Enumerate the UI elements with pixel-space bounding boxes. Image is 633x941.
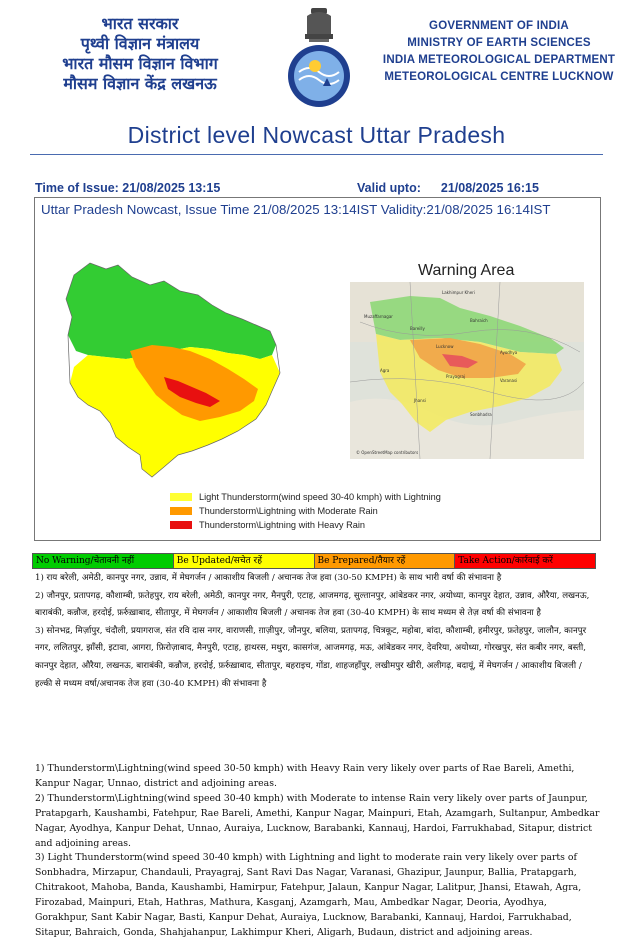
hindi-forecast-item: 1) राय बरेली, अमेठी, कानपुर नगर, उन्नाव, में मेघगर्जन / आकाशीय बिजली / अचानक तेज हवा (30-50 KMPH) के साथ भारी वर्षा की संभावना है: [35, 573, 502, 583]
svg-text:Muzaffarnagar: Muzaffarnagar: [364, 314, 393, 319]
page-title: District level Nowcast Uttar Pradesh: [127, 122, 506, 148]
legend-item: [170, 518, 441, 532]
hindi-forecast-item: 2) जौनपुर, प्रतापगढ़, कौशाम्बी, फ़तेहपुर, राय बरेली, अमेठी, कानपुर नगर, मैनपुरी, एटाह, आजमगढ़, सुल्तानपुर, आंबेडकर नगर, अयोध्या, कानपुर देहात, उन्नाव, औरैया, लखनऊ, बाराबंकी, कन्नौज, हरदोई, फ़र्रुख़ाबाद, सीतापुर, में मेघगर्जन / आकाशीय बिजली / अचानक तेज हवा (30-40 KMPH) के साथ मध्यम से तेज़ वर्षा की संभावना है: [35, 590, 590, 619]
hindi-forecast-item: 3) सोनभद्र, मिर्ज़ापुर, चंदौली, प्रयागराज, संत रवि दास नगर, वाराणसी, ग़ाज़ीपुर, जौनपुर, बलिया, प्रतापगढ़, चित्रकूट, महोबा, बांदा, कौशाम्बी, हमीरपुर, फ़तेहपुर, जालौन, कानपुर नगर, ललितपुर, झाँसी, इटावा, आगरा, फ़िरोज़ाबाद, मैनपुरी, एटाह, हाथरस, मथुरा, कासगंज, आजमगढ़, मऊ, आंबेडकर नगर, देवरिया, अयोध्या, गोरखपुर, संत कबीर नगर, बस्ती, कानपुर देहात, औरैया, लखनऊ, बाराबंकी, कन्नौज, हरदोई, फ़र्रुख़ाबाद, सीतापुर, बहराइच, गोंडा, शाहजहाँपुर, लखीमपुर खीरी, अलीगढ़, बदायूं, में मेघगर्जन / आकाशीय बिजली / हल्की से मध्यम वर्षा/अचानक तेज हवा (30-40 KMPH) की संभावना है: [35, 625, 587, 689]
colorbar-be-updated: Be Updated/सचेत रहें: [174, 554, 315, 568]
legend-item: [170, 504, 441, 518]
up-nowcast-map: [60, 255, 285, 480]
legend-swatch-yellow: [170, 493, 192, 501]
english-forecast-text: [35, 762, 601, 941]
english-org-line: INDIA METEOROLOGICAL DEPARTMENT: [382, 54, 616, 66]
svg-text:Bahraich: Bahraich: [470, 318, 488, 323]
legend-swatch-orange: [170, 507, 192, 515]
hindi-org-line: पृथ्वी विज्ञान मंत्रालय: [80, 34, 200, 53]
english-org-line: METEOROLOGICAL CENTRE LUCKNOW: [384, 71, 614, 83]
hindi-forecast-text: [35, 570, 601, 693]
svg-text:Prayagraj: Prayagraj: [446, 374, 466, 379]
english-org-header: [380, 18, 618, 86]
legend-label: Thunderstorm\Lightning with Heavy Rain: [199, 520, 365, 530]
hindi-org-line: भारत सरकार: [101, 14, 179, 33]
svg-text:Lucknow: Lucknow: [436, 344, 454, 349]
legend-label: Light Thunderstorm(wind speed 30-40 kmph) with Lightning: [199, 492, 441, 502]
english-forecast-item: 2) Thunderstorm\Lightning(wind speed 30-40 kmph) with Moderate to intense Rain very likely over parts of Jaunpur, Pratapgarh, Kaushambi, Fatehpur, Rae Bareli, Amethi, Kanpur Nagar, Mainpuri, Etah, Azamgarh, Sultanpur, Ambedkar Nagar, Ayodhya, Kanpur Dehat, Unnao, Auraiya, Lucknow, Barabanki, Kannauj, Hardoi, Farrukhabad, Sitapur, district and adjoining areas.: [35, 792, 600, 849]
english-forecast-item: 1) Thunderstorm\Lightning(wind speed 30-50 kmph) with Heavy Rain very likely over parts of Rae Bareli, Amethi, Kanpur Nagar, Unnao, district and adjoining areas.: [35, 763, 575, 789]
map-legend: [170, 490, 441, 532]
svg-text:Agra: Agra: [380, 368, 390, 373]
svg-text:Sonbhadra: Sonbhadra: [470, 412, 492, 417]
warning-area-map: [350, 282, 584, 459]
svg-text:Varanasi: Varanasi: [500, 378, 518, 383]
hindi-org-line: भारत मौसम विज्ञान विभाग: [62, 54, 218, 73]
warning-colorbar: [32, 553, 596, 569]
hindi-org-line: मौसम विज्ञान केंद्र लखनऊ: [63, 74, 217, 93]
english-forecast-item: 3) Light Thunderstorm(wind speed 30-40 kmph) with Lightning and light to moderate rain very likely over parts of Sonbhadra, Mirzapur, Chandauli, Prayagraj, Sant Ravi Das Nagar, Varanasi, Ghazipur, Jaunpur, Ballia, Pratapgarh, Chitrakoot, Mahoba, Banda, Kaushambi, Hamirpur, Fatehpur, Jalaun, Kanpur Nagar, Lalitpur, Jhansi, Etawah, Agra, Firozabad, Mainpuri, Etah, Hathras, Mathura, Kasganj, Azamgarh, Mau, Ambedkar Nagar, Deoria, Ayodhya, Gorakhpur, Sant Kabir Nagar, Basti, Kanpur Dehat, Auraiya, Lucknow, Barabanki, Kannauj, Hardoi, Farrukhabad, Sitapur, Bahraich, Gonda, Shahjahanpur, Lakhimpur Kheri, Aligarh, Budaun, district and adjoining areas.: [35, 852, 582, 938]
imd-emblem-logo: [285, 6, 353, 110]
legend-label: Thunderstorm\Lightning with Moderate Rain: [199, 506, 378, 516]
svg-text:Jhansi: Jhansi: [414, 398, 426, 403]
warning-area-title: Warning Area: [418, 262, 515, 279]
map-zone-green: [66, 263, 276, 359]
valid-value: 21/08/2025 16:15: [440, 181, 539, 195]
legend-swatch-red: [170, 521, 192, 529]
english-org-line: GOVERNMENT OF INDIA: [429, 20, 569, 32]
time-of-issue: Time of Issue: 21/08/2025 13:15: [35, 181, 221, 195]
colorbar-take-action: Take Action/कार्रवाई करें: [455, 554, 595, 568]
colorbar-be-prepared: Be Prepared/तैयार रहें: [315, 554, 456, 568]
legend-item: [170, 490, 441, 504]
english-org-line: MINISTRY OF EARTH SCIENCES: [407, 37, 591, 49]
svg-text:Bareilly: Bareilly: [410, 326, 425, 331]
valid-upto: [357, 181, 539, 195]
title-divider: [30, 154, 603, 155]
colorbar-no-warning: No Warning/चेतावनी नहीं: [33, 554, 174, 568]
valid-label: Valid upto:: [357, 181, 421, 195]
hindi-org-header: [50, 14, 230, 94]
svg-text:Ayodhya: Ayodhya: [500, 350, 518, 355]
map-panel-header: Uttar Pradesh Nowcast, Issue Time 21/08/2025 13:14IST Validity:21/08/2025 16:14IST: [41, 202, 551, 217]
svg-text:Lakhimpur Kheri: Lakhimpur Kheri: [442, 290, 475, 295]
svg-text:© OpenStreetMap contributors: © OpenStreetMap contributors: [356, 450, 419, 455]
